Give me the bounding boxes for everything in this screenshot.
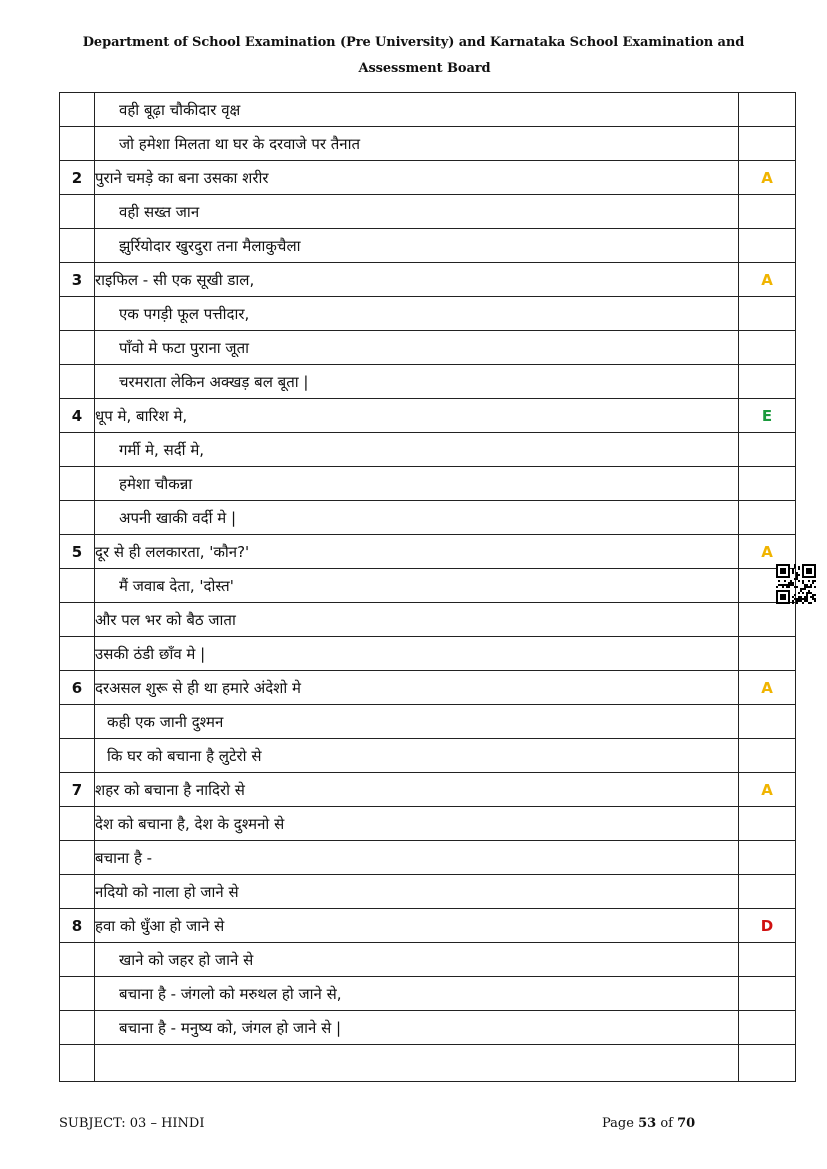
poem-line: नदियो को नाला हो जाने से [95,875,739,909]
table-row [60,739,796,773]
poem-line: मैं जवाब देता, 'दोस्त' [95,569,739,603]
difficulty-level: A [739,161,796,195]
difficulty-level: D [739,909,796,943]
poem-line: झुर्रियोदार खुरदुरा तना मैलाकुचैला [95,229,739,263]
question-number [60,467,95,501]
difficulty-level: A [739,535,796,569]
footer-subject: SUBJECT: 03 – HINDI [59,1116,205,1131]
table-row [60,909,796,943]
table-row [60,161,796,195]
question-number: 2 [60,161,95,195]
question-number [60,127,95,161]
difficulty-level [739,467,796,501]
page-prefix: Page [602,1116,634,1131]
poem-line: हवा को धुँआ हो जाने से [95,909,739,943]
difficulty-level: A [739,263,796,297]
table-row [60,875,796,909]
header-line-1: Department of School Examination (Pre University) and Karnataka School Examination and [82,35,745,50]
question-number [60,637,95,671]
page-total: 70 [677,1116,696,1131]
question-number [60,433,95,467]
poem-line: चरमराता लेकिन अक्खड़ बल बूता | [95,365,739,399]
difficulty-level [739,603,796,637]
question-number: 3 [60,263,95,297]
question-number [60,739,95,773]
poem-line: दूर से ही ललकारता, 'कौन?' [95,535,739,569]
table-row [60,1011,796,1045]
table-row [60,365,796,399]
table-row [60,93,796,127]
poem-line: अपनी खाकी वर्दी मे | [95,501,739,535]
poem-line: उसकी ठंडी छाँव मे | [95,637,739,671]
difficulty-level [739,297,796,331]
difficulty-level [739,875,796,909]
difficulty-level [739,331,796,365]
poem-line: देश को बचाना है, देश के दुश्मनो से [95,807,739,841]
table-row [60,637,796,671]
poem-line: बचाना है - मनुष्य को, जंगल हो जाने से | [95,1011,739,1045]
question-number [60,841,95,875]
question-number [60,603,95,637]
question-number [60,1045,95,1082]
page-of: of [660,1116,673,1131]
question-number [60,229,95,263]
table-row [60,603,796,637]
poem-line: वही बूढ़ा चौकीदार वृक्ष [95,93,739,127]
difficulty-level [739,365,796,399]
poem-line: एक पगड़ी फूल पत्तीदार, [95,297,739,331]
table-row [60,773,796,807]
table-row [60,671,796,705]
poem-line: कि घर को बचाना है लुटेरो से [95,739,739,773]
footer-page-number [602,1116,695,1131]
poem-line: दरअसल शुरू से ही था हमारे अंदेशो मे [95,671,739,705]
table-row [60,705,796,739]
difficulty-level [739,637,796,671]
question-number [60,977,95,1011]
table-row [60,501,796,535]
difficulty-level [739,807,796,841]
question-number [60,705,95,739]
question-number: 8 [60,909,95,943]
header-line-2: Assessment Board [358,61,491,76]
difficulty-level [739,433,796,467]
question-number [60,1011,95,1045]
question-number: 6 [60,671,95,705]
poem-line: जो हमेशा मिलता था घर के दरवाजे पर तैनात [95,127,739,161]
poem-line: राइफिल - सी एक सूखी डाल, [95,263,739,297]
page-current: 53 [638,1116,657,1131]
question-number [60,365,95,399]
poem-line: पुराने चमड़े का बना उसका शरीर [95,161,739,195]
poem-line: बचाना है - जंगलो को मरुथल हो जाने से, [95,977,739,1011]
table-row [60,399,796,433]
question-number [60,501,95,535]
poem-line: कही एक जानी दुश्मन [95,705,739,739]
qr-code-icon [776,564,816,604]
table-row [60,807,796,841]
difficulty-level: A [739,773,796,807]
table-row [60,535,796,569]
question-number [60,195,95,229]
difficulty-level [739,705,796,739]
table-row [60,977,796,1011]
table-row [60,943,796,977]
poem-line: शहर को बचाना है नादिरो से [95,773,739,807]
table-row [60,127,796,161]
difficulty-level [739,977,796,1011]
document-header [0,30,827,82]
table-row [60,229,796,263]
question-number [60,297,95,331]
difficulty-level [739,501,796,535]
question-number: 7 [60,773,95,807]
question-number [60,943,95,977]
difficulty-level [739,943,796,977]
difficulty-level: A [739,671,796,705]
table-row [60,195,796,229]
question-number [60,875,95,909]
poem-line: हमेशा चौकन्ना [95,467,739,501]
poem-line: और पल भर को बैठ जाता [95,603,739,637]
table-row [60,297,796,331]
table-row [60,1045,796,1082]
table-row [60,467,796,501]
difficulty-level: E [739,399,796,433]
question-number [60,569,95,603]
difficulty-level [739,1011,796,1045]
difficulty-level [739,195,796,229]
table-row [60,331,796,365]
table-row [60,263,796,297]
question-number: 5 [60,535,95,569]
question-number [60,807,95,841]
poem-table [59,92,796,1082]
poem-line [95,1045,739,1082]
question-number [60,331,95,365]
poem-line: गर्मी मे, सर्दी मे, [95,433,739,467]
poem-line: वही सख्त जान [95,195,739,229]
difficulty-level [739,229,796,263]
poem-line: पाँवो मे फटा पुराना जूता [95,331,739,365]
question-number [60,93,95,127]
difficulty-level [739,127,796,161]
difficulty-level [739,1045,796,1082]
table-row [60,433,796,467]
difficulty-level [739,841,796,875]
poem-line: बचाना है - [95,841,739,875]
difficulty-level [739,739,796,773]
poem-line: खाने को जहर हो जाने से [95,943,739,977]
question-number: 4 [60,399,95,433]
table-row [60,569,796,603]
difficulty-level [739,93,796,127]
table-row [60,841,796,875]
poem-line: धूप मे, बारिश मे, [95,399,739,433]
